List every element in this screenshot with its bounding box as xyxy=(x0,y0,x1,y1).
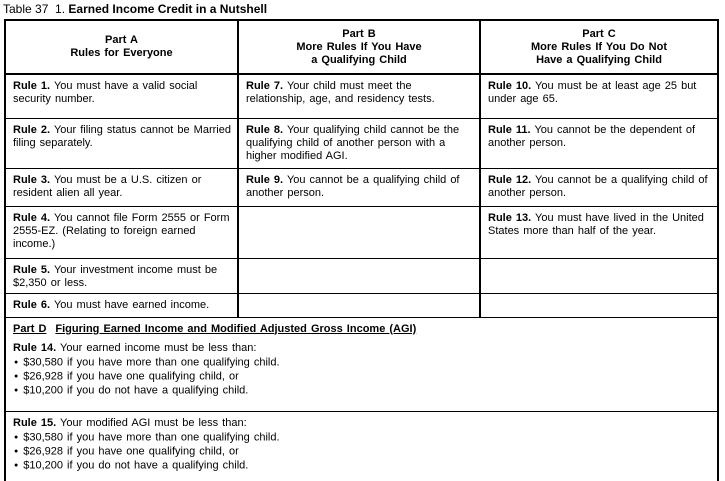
empty-cell xyxy=(238,258,480,293)
rule-8-cell xyxy=(238,118,480,168)
rule-6-label: Rule 6. xyxy=(13,298,51,311)
rule-2-text: Your filing status cannot be Married filing separately. xyxy=(13,123,231,149)
rule-1-text: You must have a valid social security number. xyxy=(13,80,198,105)
rule-9-cell xyxy=(238,168,480,206)
rule-10-label: Rule 10. xyxy=(488,80,532,92)
table-title-number: Table 37 1. xyxy=(3,2,66,16)
rule-14-label: Rule 14. xyxy=(13,341,57,354)
part-c-subtitle-line1: More Rules If You Do Not xyxy=(531,40,667,53)
rule-15-label: Rule 15. xyxy=(13,416,57,429)
rule-1-label: Rule 1. xyxy=(13,80,51,92)
rule-6-text: You must have earned income. xyxy=(53,298,210,311)
rule-1-cell xyxy=(5,74,238,118)
rule-7-text: Your child must meet the relationship, age, and residency tests. xyxy=(246,80,435,105)
part-c-subtitle-line2: Have a Qualifying Child xyxy=(536,53,662,66)
rule-5-text: Your investment income must be $2,350 or less. xyxy=(13,263,218,289)
rule-14-bullet-list xyxy=(13,356,711,398)
rule-2-cell xyxy=(5,118,238,168)
rule-5-label: Rule 5. xyxy=(13,263,51,276)
rule-13-text: You must have lived in the United States more than half of the year. xyxy=(488,211,704,237)
rule-10-text: You must be at least age 25 but under age 65. xyxy=(488,80,697,105)
rule-7-label: Rule 7. xyxy=(246,80,284,92)
part-b-subtitle-line2: a Qualifying Child xyxy=(311,53,407,66)
table-row xyxy=(5,258,718,293)
empty-cell xyxy=(238,293,480,317)
table-row xyxy=(5,168,718,206)
rule-9-label: Rule 9. xyxy=(246,173,284,186)
bullet-item: ● $26,928 if you have one qualifying child, or xyxy=(13,445,711,459)
rule-4-cell xyxy=(5,206,238,258)
rule-12-label: Rule 12. xyxy=(488,173,532,186)
header-cell-part-b xyxy=(238,20,480,74)
rule-15-cell xyxy=(5,411,718,481)
bullet-item: ● $26,928 if you have one qualifying child, or xyxy=(13,370,711,384)
rule-13-cell xyxy=(480,206,718,258)
rule-11-cell xyxy=(480,118,718,168)
rule-11-label: Rule 11. xyxy=(488,123,531,136)
table-row xyxy=(5,74,718,118)
rule-8-label: Rule 8. xyxy=(246,123,284,136)
rule-2-label: Rule 2. xyxy=(13,123,51,136)
part-b-subtitle-line1: More Rules If You Have xyxy=(296,40,422,53)
empty-cell xyxy=(238,206,480,258)
header-row xyxy=(5,20,718,74)
rule-15-bullet-list xyxy=(13,431,711,473)
empty-cell xyxy=(480,293,718,317)
rule-14-paragraph xyxy=(13,342,711,355)
rule-12-text: You cannot be a qualifying child of another person. xyxy=(488,173,708,199)
rule-3-text: You must be a U.S. citizen or resident alien all year. xyxy=(13,173,202,199)
rule-4-label: Rule 4. xyxy=(13,211,51,224)
rule-6-cell xyxy=(5,293,238,317)
table-title-text: Earned Income Credit in a Nutshell xyxy=(68,2,268,16)
part-a-name: Part A xyxy=(105,34,138,46)
rule-8-text: Your qualifying child cannot be the qualifying child of another person with a higher modified AGI. xyxy=(246,123,460,162)
rule-15-row xyxy=(5,411,718,481)
rule-5-cell xyxy=(5,258,238,293)
eic-nutshell-table xyxy=(4,19,719,481)
part-a-subtitle: Rules for Everyone xyxy=(70,47,173,59)
rule-7-cell xyxy=(238,74,480,118)
bullet-item: ● $10,200 if you do not have a qualifying child. xyxy=(13,459,711,473)
rule-3-label: Rule 3. xyxy=(13,173,51,186)
header-cell-part-c xyxy=(480,20,718,74)
rule-13-label: Rule 13. xyxy=(488,211,532,224)
part-d-row xyxy=(5,317,718,411)
table-title xyxy=(0,0,725,16)
part-d-heading-text: Figuring Earned Income and Modified Adjusted Gross Income (AGI) xyxy=(55,322,417,335)
part-c-name: Part C xyxy=(582,27,616,40)
table-row xyxy=(5,118,718,168)
rule-14-text: Your earned income must be less than: xyxy=(60,341,257,354)
rule-9-text: You cannot be a qualifying child of another person. xyxy=(246,173,460,199)
rule-4-text: You cannot file Form 2555 or Form 2555-EZ. (Relating to foreign earned income.) xyxy=(13,211,230,250)
rule-12-cell xyxy=(480,168,718,206)
header-cell-part-a xyxy=(5,20,238,74)
bullet-item: ● $10,200 if you do not have a qualifying child. xyxy=(13,384,711,398)
part-d-rule-14-cell xyxy=(5,317,718,411)
part-d-heading-label: Part D xyxy=(13,322,47,335)
bullet-item: ● $30,580 if you have more than one qualifying child. xyxy=(13,356,711,370)
rule-15-text: Your modified AGI must be less than: xyxy=(60,416,247,429)
rule-10-cell xyxy=(480,74,718,118)
table-row xyxy=(5,293,718,317)
rule-3-cell xyxy=(5,168,238,206)
table-row xyxy=(5,206,718,258)
bullet-item: ● $30,580 if you have more than one qualifying child. xyxy=(13,431,711,445)
part-b-name: Part B xyxy=(342,27,376,40)
rule-15-paragraph xyxy=(13,417,711,430)
empty-cell xyxy=(480,258,718,293)
rule-11-text: You cannot be the dependent of another person. xyxy=(488,123,696,149)
part-d-heading xyxy=(13,323,711,336)
